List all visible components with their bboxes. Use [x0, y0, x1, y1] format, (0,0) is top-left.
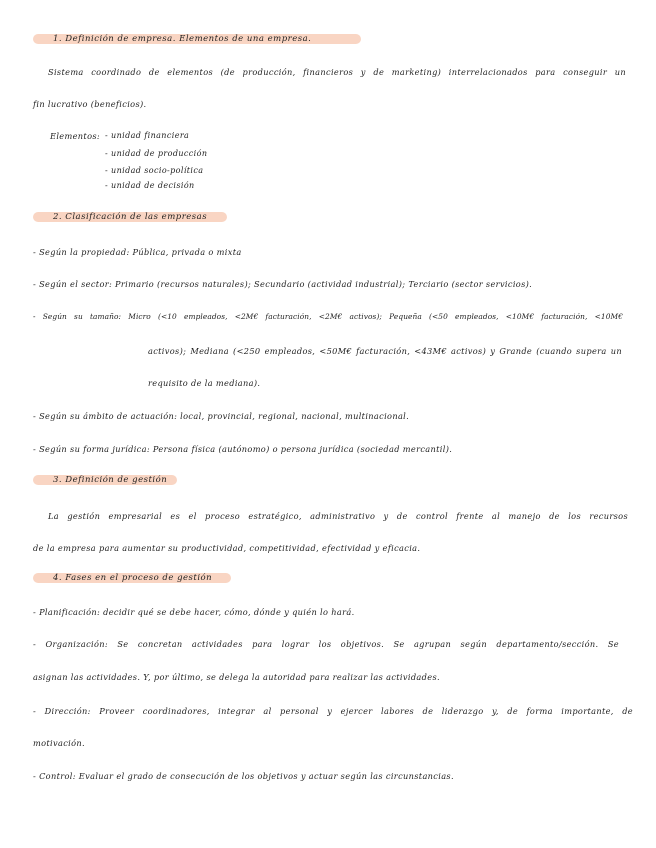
phase-item: - Control: Evaluar el grado de consecución de los objetivos y actuar según las circunstancias. — [33, 771, 454, 781]
management-definition-line: La gestión empresarial es el proceso estratégico, administrativo y de control frente al manejo de los recursos — [48, 511, 628, 521]
section-heading-3: 3. Definición de gestión — [33, 475, 177, 485]
element-item: - unidad de decisión — [105, 181, 195, 190]
classification-item: - Según la propiedad: Pública, privada o mixta — [33, 247, 242, 257]
classification-item-continued: activos); Mediana (<250 empleados, <50M€ facturación, <43M€ activos) y Grande (cuando supera un — [148, 346, 622, 356]
section-heading-4: 4. Fases en el proceso de gestión — [33, 573, 231, 583]
classification-item-continued: requisito de la mediana). — [148, 378, 261, 388]
classification-item: - Según su ámbito de actuación: local, provincial, regional, nacional, multinacional. — [33, 411, 410, 421]
element-item: - unidad financiera — [105, 131, 190, 140]
elements-label: Elementos: — [50, 131, 101, 141]
phase-item: - Dirección: Proveer coordinadores, integrar al personal y ejercer labores de liderazgo y, de forma importante, de — [33, 706, 633, 716]
element-item: - unidad de producción — [105, 149, 208, 158]
management-definition-line: de la empresa para aumentar su productividad, competitividad, efectividad y eficacia. — [33, 543, 421, 553]
phase-item-continued: motivación. — [33, 738, 85, 748]
classification-item: - Según el sector: Primario (recursos naturales); Secundario (actividad industrial); Terciario (sector servicios). — [33, 279, 533, 289]
section-heading-2: 2. Clasificación de las empresas — [33, 212, 227, 222]
definition-line-1: Sistema coordinado de elementos (de producción, financieros y de marketing) interrelacionados para conseguir un — [48, 67, 626, 77]
definition-line-2: fin lucrativo (beneficios). — [33, 99, 147, 109]
classification-item: - Según su forma jurídica: Persona física (autónomo) o persona jurídica (sociedad mercantil). — [33, 444, 453, 454]
classification-item: - Según su tamaño: Micro (<10 empleados, <2M€ facturación, <2M€ activos); Pequeña (<50 empleados, <10M€ facturación, <10M€ — [33, 312, 623, 321]
section-heading-1: 1. Definición de empresa. Elementos de una empresa. — [33, 34, 361, 44]
phase-item-continued: asignan las actividades. Y, por último, se delega la autoridad para realizar las actividades. — [33, 672, 440, 682]
element-item: - unidad socio-política — [105, 166, 204, 175]
phase-item: - Organización: Se concretan actividades para lograr los objetivos. Se agrupan según departamento/sección. Se — [33, 639, 619, 649]
phase-item: - Planificación: decidir qué se debe hacer, cómo, dónde y quién lo hará. — [33, 607, 355, 617]
